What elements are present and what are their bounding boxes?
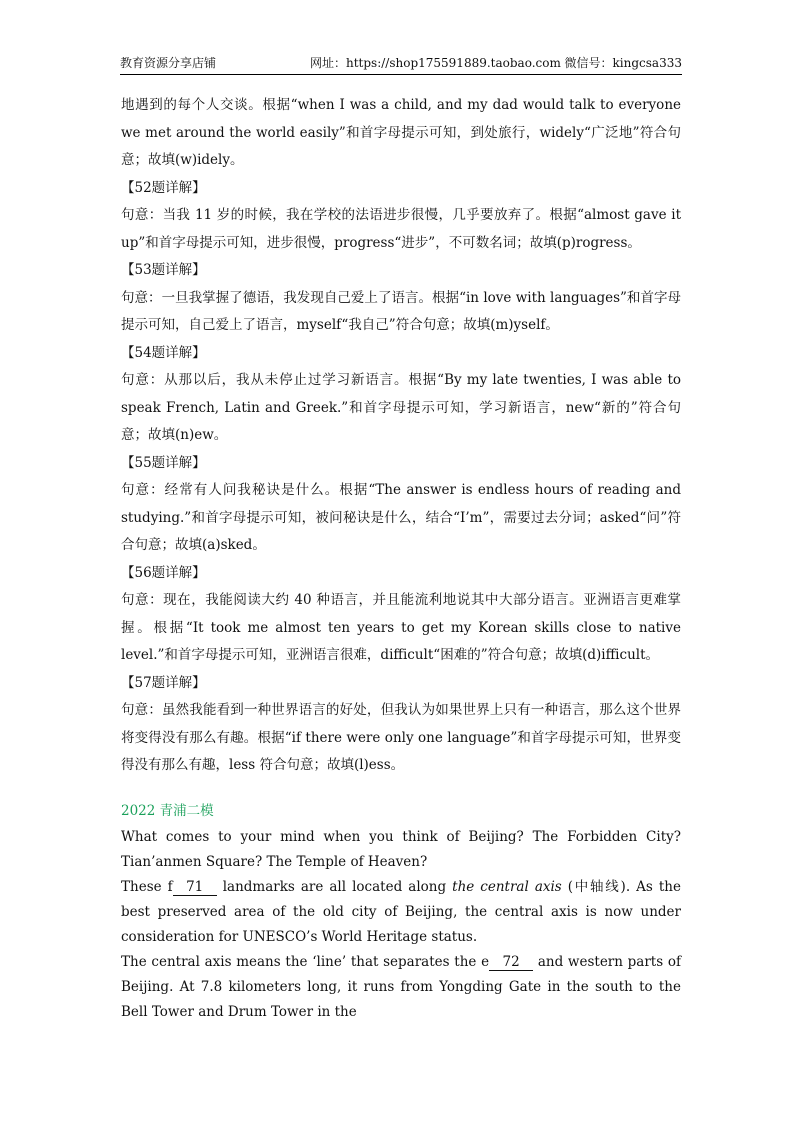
explanation-56: 句意：现在，我能阅读大约 40 种语言，并且能流利地说其中大部分语言。亚洲语言更难掌握。根据“It took me almost ten years to get my Korean skills close to native level.”和首字母提示可知，亚洲语言很难，difficult“困难的”符合句意；故填(d)ifficult。 bbox=[121, 592, 681, 663]
heading-57: 【57题详解】 bbox=[121, 674, 206, 691]
explanation-57: 句意：虽然我能看到一种世界语言的好处，但我认为如果世界上只有一种语言，那么这个世界将变得没有那么有趣。根据“if there were only one language”和首字母提示可知，世界变得没有那么有趣，less 符合句意；故填(l)ess。 bbox=[121, 702, 681, 773]
passage-p3-b: and western parts of Beijing. At 7.8 kilometers long, it runs from Yongding Gate in the south to the Bell Tower and Drum Tower in the bbox=[121, 954, 681, 1020]
passage-p2-a: These f bbox=[121, 879, 173, 895]
passage-p3-a: The central axis means the ‘line’ that separates the e bbox=[121, 954, 490, 970]
passage-intro: What comes to your mind when you think of Beijing? The Forbidden City? Tian’anmen Square? The Temple of Heaven? bbox=[121, 829, 681, 870]
page-header bbox=[120, 52, 682, 75]
passage-p2-italic: the central axis bbox=[452, 879, 562, 895]
header-shop-name: 教育资源分享店铺 bbox=[120, 56, 217, 70]
header-url[interactable]: 网址：https://shop175591889.taobao.com bbox=[310, 56, 561, 70]
heading-56: 【56题详解】 bbox=[121, 564, 206, 581]
blank-71[interactable]: 71 bbox=[173, 879, 217, 896]
passage-paragraph-3 bbox=[121, 950, 681, 1025]
passage-paragraph-2 bbox=[121, 875, 681, 950]
explanation-53: 句意：一旦我掌握了德语，我发现自己爱上了语言。根据“in love with languages”和首字母提示可知，自己爱上了语言，myself“我自己”符合句意；故填(m)yself。 bbox=[121, 289, 681, 333]
explanation-54: 句意：从那以后，我从未停止过学习新语言。根据“By my late twenties, I was able to speak French, Latin and Greek.”和首字母提示可知，学习新语言，new“新的”符合句意；故填(n)ew。 bbox=[121, 372, 681, 443]
explanation-52: 句意：当我 11 岁的时候，我在学校的法语进步很慢，几乎要放弃了。根据“almost gave it up”和首字母提示可知，进步很慢，progress“进步”，不可数名词；故填(p)rogress。 bbox=[121, 207, 681, 251]
passage-p2-b: landmarks are all located along bbox=[216, 879, 453, 895]
explanation-55: 句意：经常有人问我秘诀是什么。根据“The answer is endless hours of reading and studying.”和首字母提示可知，被问秘诀是什么，结合“I’m”，需要过去分词；asked“问”符合句意；故填(a)sked。 bbox=[121, 482, 681, 553]
heading-54: 【54题详解】 bbox=[121, 344, 206, 361]
explanation-51-continued: 地遇到的每个人交谈。根据“when I was a child, and my dad would talk to everyone we met around the world easily”和首字母提示可知，到处旅行，widely“广泛地”符合句意；故填(w)idely。 bbox=[121, 97, 681, 168]
heading-52: 【52题详解】 bbox=[121, 179, 206, 196]
section-gap bbox=[121, 780, 681, 798]
header-wechat: 微信号：kingcsa333 bbox=[564, 56, 682, 70]
passage-p2-c: (中轴线). As the best preserved area of the old city of Beijing, the central axis is now under consideration for UNESCO’s World Heritage status. bbox=[121, 879, 681, 945]
heading-53: 【53题详解】 bbox=[121, 262, 206, 278]
passage-title: 2022 青浦二模 bbox=[121, 802, 214, 819]
blank-72[interactable]: 72 bbox=[489, 954, 533, 971]
heading-55: 【55题详解】 bbox=[121, 454, 206, 471]
page-content bbox=[121, 92, 681, 1025]
